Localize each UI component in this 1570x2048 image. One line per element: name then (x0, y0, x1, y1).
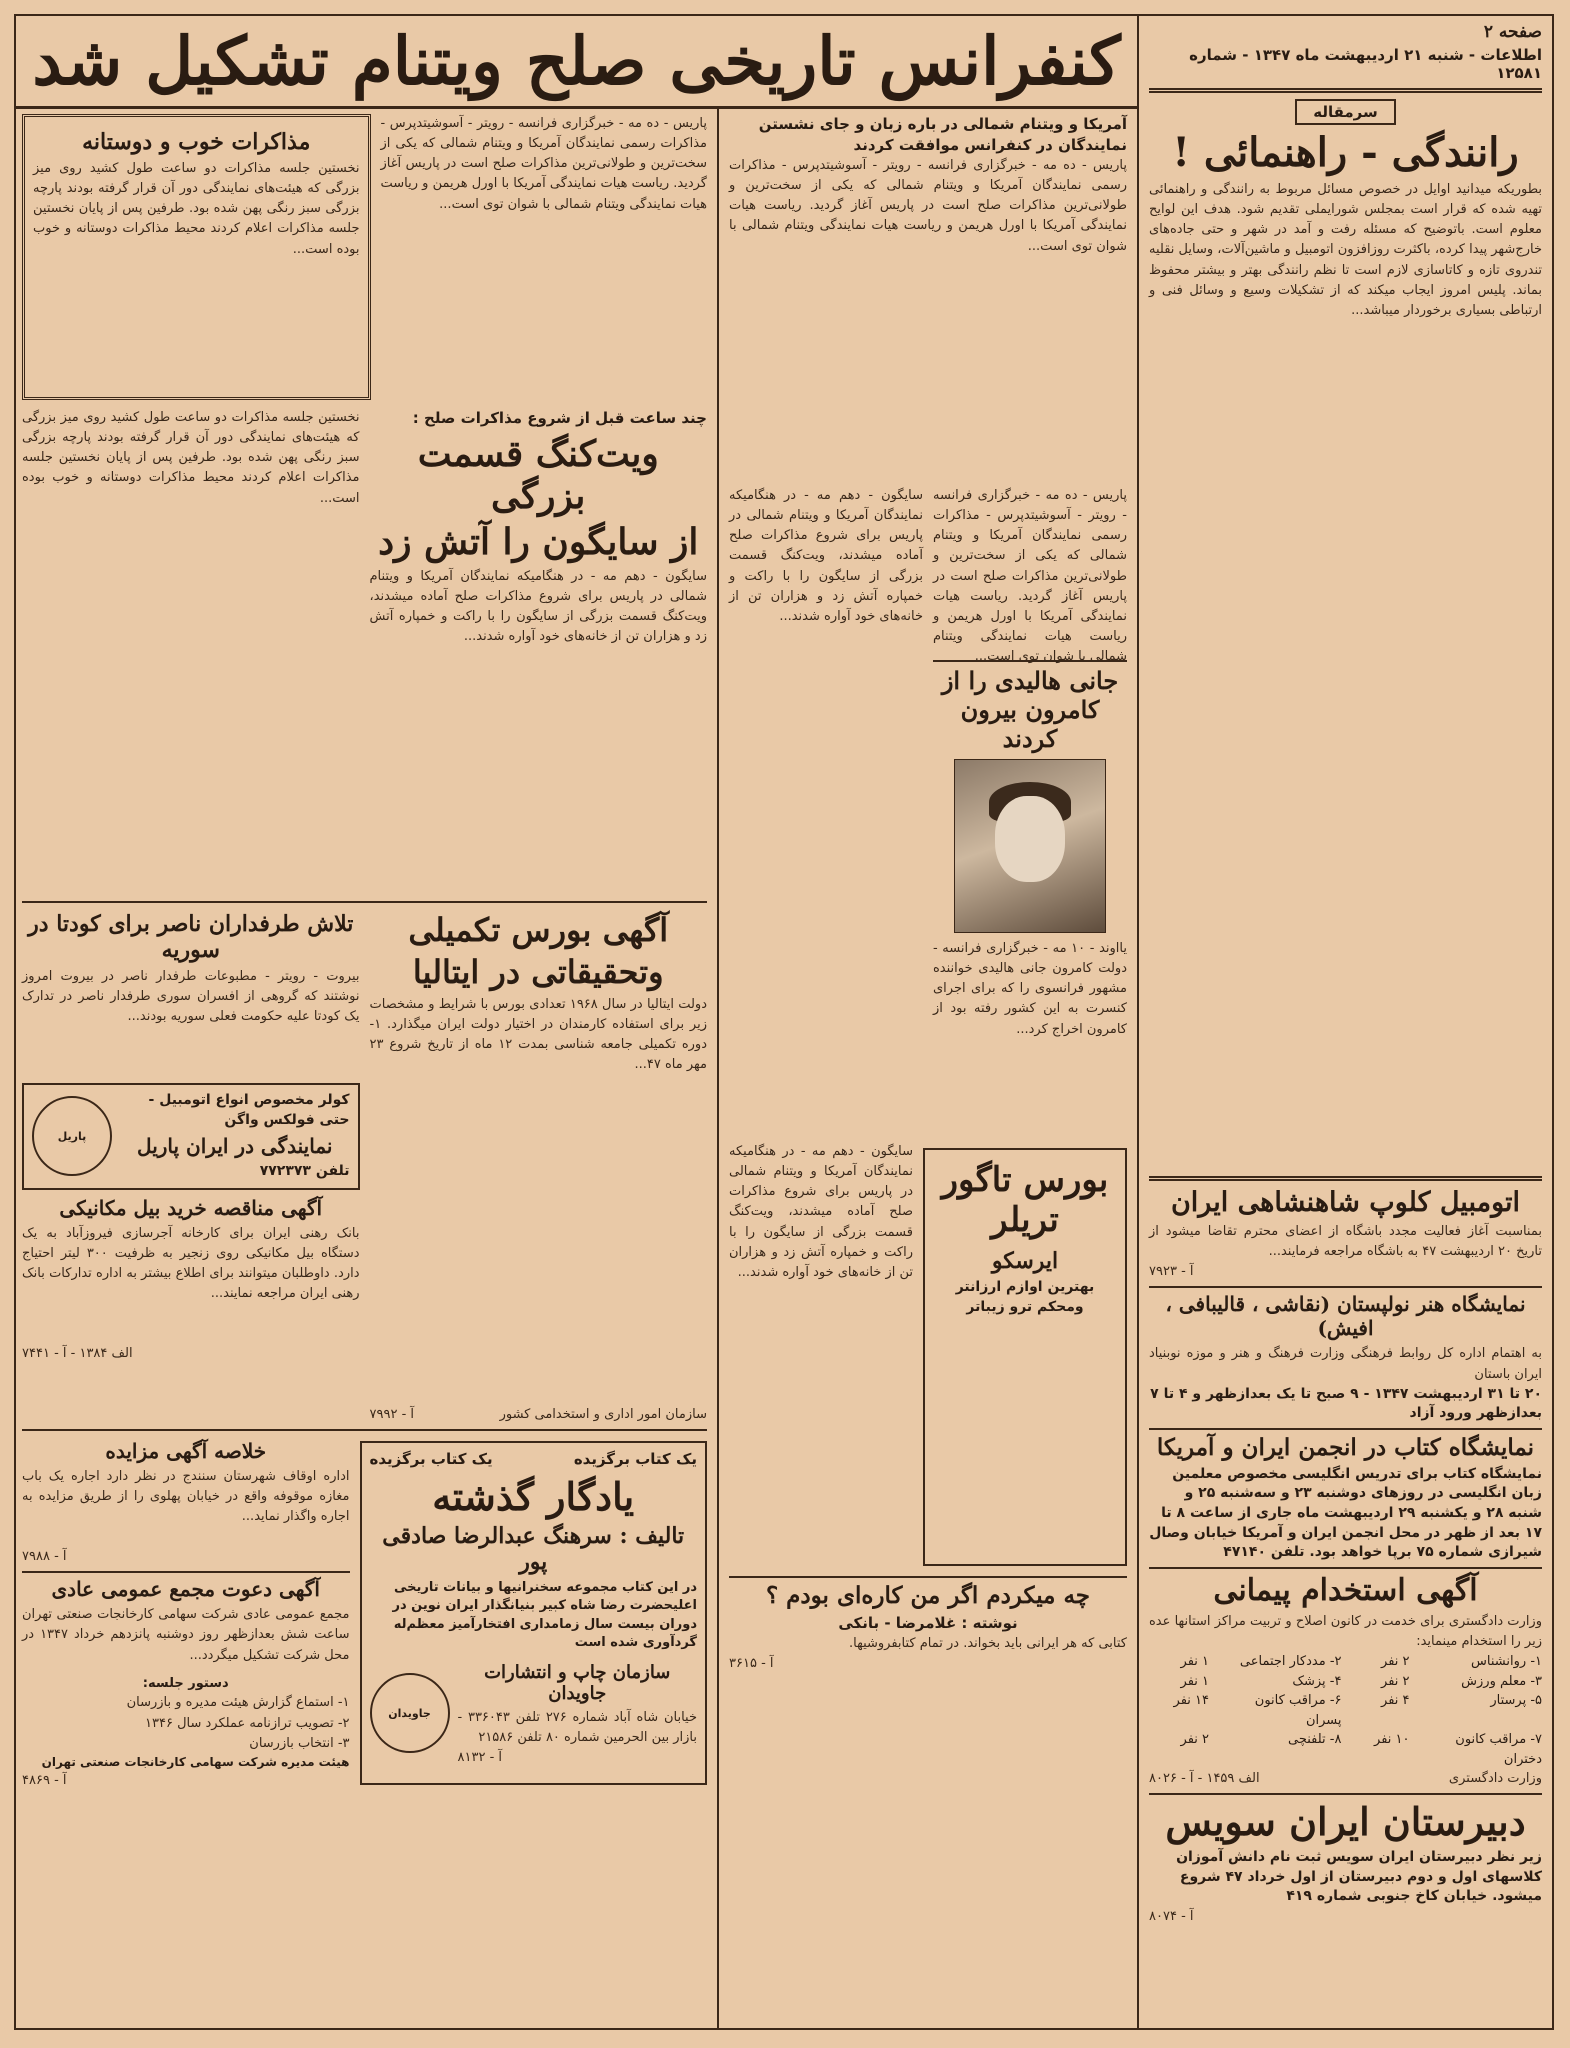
cameron-headline: جانی هالیدی را از کامرون بیرون کردند (941, 666, 1119, 753)
job-title: ۱- روانشناس (1471, 1654, 1542, 1670)
column-q-headline: چه میکردم اگر من کاره‌ای بودم ؟ (765, 1582, 1091, 1609)
assembly-body: مجمع عمومی عادی شرکت سهامی کارخانجات صنعتی تهران ساعت شش بعدازظهر روز دوشنبه پانزدهم خرداد ۱۳۴۷ در محل شرکت تشکیل میگردد... (22, 1607, 350, 1663)
hernolepstan-body: به اهتمام اداره کل روابط فرهنگی وزارت فرهنگ و هنر و موزه نوبنیاد ایران باستان (1149, 1346, 1542, 1382)
vietnam-extra-body: پاریس - ده مه - خبرگزاری فرانسه - رویتر - آسوشیتدپرس - مذاکرات رسمی نمایندگان آمریکا و ویتنام شمالی که یکی از سخت‌ترین و طولانی‌ترین مذاکرات صلح است در پاریس آغاز گردید. ریاست هیات نمایندگی آمریکا با اورل هریمن و ریاست هیات نمایندگی ویتنام شمالی با شوان توی است... (380, 116, 707, 212)
auction-code: آ - ۷۹۸۸ (22, 1549, 67, 1565)
cooler-line1: کولر مخصوص انواع اتومبیل - حتی فولکس واگن (148, 1092, 350, 1128)
vietnam-side-text (729, 486, 923, 1136)
job-title: ۵- پرستار (1490, 1693, 1542, 1709)
job-count: ۲ نفر (1381, 1654, 1410, 1670)
tagore-sub: ایرسکو (991, 1248, 1059, 1274)
column-q-sub: نوشته : غلامرضا - بانکی (838, 1614, 1018, 1632)
book-body: در این کتاب مجموعه سخنرانیها و بیانات تاریخی اعلیحضرت رضا شاه کبیر بنیانگذار ایران نوین در دوران بیست سال زمامداری افتخارآمیز معظم‌له گردآوری شده است (392, 1580, 697, 1650)
job-count: ۱۴ نفر (1173, 1693, 1209, 1709)
talks-title: مذاکرات خوب و دوستانه (82, 129, 311, 155)
assembly-agenda-item: ۲- تصویب ترازنامه عملکرد سال ۱۳۴۶ (145, 1715, 350, 1731)
page-label: صفحه ۲ (1483, 22, 1542, 42)
tagore-ad (923, 1148, 1127, 1566)
tender-code: الف ۱۳۸۴ - آ - ۷۴۴۱ (22, 1345, 133, 1361)
saigon-kicker: چند ساعت قبل از شروع مذاکرات صلح : (412, 409, 707, 427)
column-q-body: کتابی که هر ایرانی باید بخواند. در تمام کتابفروشیها. (848, 1636, 1127, 1651)
left-bottom-right (22, 1435, 350, 1791)
banner-headline: کنفرانس تاریخی صلح ویتنام تشکیل شد (32, 21, 1121, 100)
saigon-continued (729, 1142, 913, 1572)
assembly-title: آگهی دعوت مجمع عمومی عادی (51, 1577, 320, 1602)
car-club-ad (1149, 1187, 1542, 1282)
assembly-agenda-item: ۳- انتخاب بازرسان (249, 1735, 350, 1751)
book-ad (360, 1441, 708, 1785)
saigon-continued-body: سایگون - دهم مه - در هنگامیکه نمایندگان آمریکا و ویتنام شمالی در پاریس برای شروع مذاکرات صلح آماده میشدند، ویت‌کنگ قسمت بزرگی از سایگون را با راکت و خمپاره آتش زد و هزاران تن از خانه‌های خود آواره شدند... (729, 1144, 913, 1280)
cooler-line3: تلفن ۷۷۲۳۷۳ (259, 1163, 350, 1180)
page-header (1149, 22, 1542, 42)
editorial-tag: سرمقاله (1295, 99, 1396, 125)
talks-continued-body: نخستین جلسه مذاکرات دو ساعت طول کشید روی میز بزرگی که هیئت‌های نمایندگی دور آن قرار گرفته بودند پارچه بزرگی سبز رنگی پهن شده بود. طرفین پس از پایان نخستین جلسه مذاکرات اعلام کردند محیط مذاکرات دوستانه و خوب بوده است... (22, 410, 360, 506)
employment-intro: وزارت دادگستری برای خدمت در کانون اصلاح و تربیت مراکز استانها عده زیر را استخدام مینماید: (1149, 1613, 1542, 1649)
car-club-body: بمناسبت آغاز فعالیت مجدد باشگاه از اعضای محترم تقاضا میشود از تاریخ ۲۰ اردیبهشت ۴۷ به باشگاه مراجعه فرمایند... (1149, 1224, 1542, 1260)
vietnam-body: پاریس - ده مه - خبرگزاری فرانسه - رویتر - آسوشیتدپرس - مذاکرات رسمی نمایندگان آمریکا و ویتنام شمالی که یکی از سخت‌ترین و طولانی‌ترین مذاکرات صلح است در پاریس آغاز گردید. ریاست هیات نمایندگی آمریکا با اورل هریمن و ریاست هیات نمایندگی ویتنام شمالی با شوان توی است... (729, 158, 1127, 254)
tender-body: بانک رهنی ایران برای کارخانه آجرسازی فیروزآباد به یک دستگاه بیل مکانیکی روی زنجیر به ظرفیت ۳۰۰ لیتر احتیاج دارد. داوطلبان میتوانند برای اطلاع بیشتر به اداره تدارکات بانک رهنی ایران مراجعه نمایند... (22, 1225, 360, 1302)
left-bottom-split (22, 1435, 707, 1791)
middle-lower-split (729, 1142, 1127, 1572)
vietnam-side-body: سایگون - دهم مه - در هنگامیکه نمایندگان آمریکا و ویتنام شمالی در پاریس برای شروع مذاکرات صلح آماده میشدند، ویت‌کنگ قسمت بزرگی از سایگون را با راکت و خمپاره آتش زد و هزاران تن از خانه‌های خود آواره شدند... (729, 488, 923, 624)
hernolepstan-ad (1149, 1292, 1542, 1423)
tagore-brand: بورس تاگور تریلر (941, 1160, 1109, 1240)
middle-split (729, 486, 1127, 1136)
job-count: ۱۰ نفر (1374, 1732, 1410, 1748)
editorial-headline: رانندگی - راهنمائی ! (1172, 129, 1519, 176)
javidan-logo: جاویدان (370, 1673, 450, 1753)
nasser-body: بیروت - رویتر - مطبوعات طرفدار ناصر در بیروت امروز نوشتند که گروهی از افسران سوری طرفدار ناصر در تدارک یک کودتا علیه حکومت فعلی سوریه بودند... (22, 969, 360, 1025)
assembly-agenda-title: دستور جلسه: (142, 1676, 229, 1692)
middle-column (717, 108, 1137, 2028)
iran-swiss-body: زیر نظر دبیرستان ایران سویس ثبت نام دانش آموزان کلاسهای اول و دوم دبیرستان از اول خرداد ۴۷ شروع میشود. خیابان کاخ جنوبی شماره ۴۱۹ (1176, 1849, 1542, 1905)
hernolepstan-dates: ۲۰ تا ۳۱ اردیبهشت ۱۳۴۷ - ۹ صبح تا یک بعدازظهر و ۴ تا ۷ بعدازظهر ورود آزاد (1150, 1385, 1542, 1422)
left-lower-right (22, 907, 360, 1425)
left-lower-split (22, 907, 707, 1425)
job-count: ۴ نفر (1381, 1693, 1410, 1709)
vietnam-main-story (729, 114, 1127, 486)
nasser-headline: تلاش طرفداران ناصر برای کودتا در سوریه (28, 911, 354, 963)
dateline: اطلاعات - شنبه ۲۱ اردیبهشت ماه ۱۳۴۷ - شماره ۱۲۵۸۱ (1189, 46, 1542, 82)
left-top-right (381, 114, 708, 400)
car-club-headline: اتومبیل کلوپ شاهنشاهی ایران (1170, 1187, 1521, 1218)
cameron-story (933, 486, 1127, 1136)
column-q-ad (729, 1582, 1127, 1674)
hernolepstan-headline: نمایشگاه هنر نولپستان (نقاشی ، قالیبافی ، افیش) (1165, 1292, 1526, 1341)
job-count: ۱ نفر (1180, 1654, 1209, 1670)
assembly-code: آ - ۴۸۶۹ (22, 1772, 67, 1788)
book-fair-ad (1149, 1434, 1542, 1563)
car-club-code: آ - ۷۹۲۳ (1149, 1264, 1194, 1280)
vietnam-kicker: آمریکا و ویتنام شمالی در باره زبان و جای نشستن نمایندگان در کنفرانس موافقت کردند (758, 115, 1127, 154)
scholarship-signature: سازمان امور اداری و استخدامی کشور (499, 1407, 707, 1422)
vietnam-continued: پاریس - ده مه - خبرگزاری فرانسه - رویتر - آسوشیتدپرس - مذاکرات رسمی نمایندگان آمریکا و ویتنام شمالی که یکی از سخت‌ترین و طولانی‌ترین مذاکرات صلح است در پاریس آغاز گردید. ریاست هیات نمایندگی آمریکا با اورل هریمن و ریاست هیات نمایندگی ویتنام شمالی با شوان توی است... (933, 488, 1127, 665)
employment-code: الف ۱۴۵۹ - آ - ۸۰۲۶ (1149, 1771, 1260, 1787)
book-author: تالیف : سرهنگ عبدالرضا صادقی پور (382, 1523, 685, 1576)
book-publisher: سازمان چاپ و انتشارات جاویدان (484, 1661, 671, 1704)
scholarship-code: آ - ۷۹۹۲ (369, 1407, 415, 1422)
job-title: ۷- مراقب کانون دختران (1455, 1732, 1542, 1767)
job-title: ۳- معلم ورزش (1461, 1673, 1542, 1689)
saigon-story (370, 408, 708, 897)
scholarship-body: دولت ایتالیا در سال ۱۹۶۸ تعدادی بورس با شرایط و مشخصات زیر برای استفاده کارمندان در اختیار دولت ایران میگذارد. ۱- دوره تکمیلی جامعه شناسی بمدت ۱۲ ماه از تاریخ شروع ۲۳ مهر ماه ۴۷... (369, 997, 707, 1073)
editorial-section (1149, 99, 1542, 1170)
saigon-headline-1: ویت‌کنگ قسمت بزرگی (417, 433, 659, 517)
paril-logo: پاریل (32, 1096, 112, 1176)
book-top-right: یک کتاب برگزیده (573, 1450, 697, 1469)
iran-swiss-code: آ - ۸۰۷۴ (1149, 1909, 1194, 1925)
banner-area (16, 16, 1137, 109)
talks-continued (22, 408, 360, 897)
scholarship-ad (370, 907, 708, 1425)
job-title: ۸- تلفنچی (1288, 1732, 1342, 1748)
saigon-headline-2: از سایگون را آتش زد (378, 521, 699, 563)
assembly-agenda-item: ۱- استماع گزارش هیئت مدیره و بازرسان (126, 1695, 350, 1711)
employment-table (1149, 1652, 1542, 1769)
cooler-ad (22, 1083, 360, 1190)
employment-ad (1149, 1573, 1542, 1789)
talks-body: نخستین جلسه مذاکرات دو ساعت طول کشید روی میز بزرگی که هیئت‌های نمایندگی دور آن قرار گرفته بودند پارچه بزرگی سبز رنگی پهن شده بود. طرفین پس از پایان نخستین جلسه مذاکرات اعلام کردند محیط مذاکرات دوستانه و خوب بوده است... (33, 161, 360, 257)
book-fair-body: نمایشگاه کتاب برای تدریس انگلیسی مخصوص معلمین زبان انگلیسی در روزهای دوشنبه ۲۳ و سه‌شنبه ۲۵ و شنبه ۲۸ و یکشنبه ۲۹ اردیبهشت ماه جاری از ساعت ۸ تا ۱۷ بعد از ظهر در محل انجمن ایران و آمریکا خیابان وصال شیرازی شماره ۷۵ برپا خواهد بود. تلفن ۴۷۱۴۰ (1149, 1465, 1542, 1561)
book-title: یادگار گذشته (432, 1474, 635, 1520)
iran-swiss-headline: دبیرستان ایران سویس (1165, 1799, 1526, 1845)
book-top-left: یک کتاب برگزیده (369, 1450, 493, 1469)
iran-swiss-ad (1149, 1799, 1542, 1927)
job-title: ۲- مددکار اجتماعی (1239, 1654, 1342, 1670)
saigon-body: سایگون - دهم مه - در هنگامیکه نمایندگان آمریکا و ویتنام شمالی در پاریس برای شروع مذاکرات صلح آماده میشدند، ویت‌کنگ قسمت بزرگی از سایگون را با راکت و خمپاره آتش زد و هزاران تن از خانه‌های خود آواره شدند... (369, 569, 707, 645)
left-saigon-split (22, 408, 707, 897)
tagore-text: بهترین اوازم ارزانتر ومحکم ترو زیباتر (955, 1279, 1095, 1315)
book-fair-headline: نمایشگاه کتاب در انجمن ایران و آمریکا (1156, 1433, 1535, 1461)
job-count: ۱ نفر (1180, 1673, 1209, 1689)
employment-footer: وزارت دادگستری (1448, 1771, 1542, 1787)
scholarship-headline-1: آگهی بورس تکمیلی (408, 911, 669, 949)
job-count: ۲ نفر (1381, 1673, 1410, 1689)
auction-title: خلاصه آگهی مزایده (105, 1439, 267, 1464)
talks-box (22, 114, 371, 400)
scholarship-headline-2: وتحقیقاتی در ایتالیا (412, 953, 664, 991)
auction-body: اداره اوقاف شهرستان سنندج در نظر دارد اجاره یک باب مغازه موقوفه واقع در خیابان پهلوی را از طریق مزایده به اجاره واگذار نماید... (22, 1469, 350, 1525)
right-column (1137, 16, 1552, 2028)
column-q-code: آ - ۳۶۱۵ (729, 1656, 774, 1672)
cooler-line2: نمایندگی در ایران پاریل (137, 1134, 333, 1159)
cameron-photo (954, 759, 1106, 933)
assembly-signature: هیئت مدیره شرکت سهامی کارخانجات صنعتی تهران (41, 1754, 350, 1769)
book-address: خیابان شاه آباد شماره ۲۷۶ تلفن ۳۳۶۰۴۳ - بازار بین الحرمین شماره ۸۰ تلفن ۲۱۵۸۶ (457, 1709, 697, 1746)
book-code: آ - ۸۱۳۲ (457, 1750, 503, 1766)
job-title: ۴- پزشک (1292, 1673, 1342, 1689)
job-count: ۲ نفر (1180, 1732, 1209, 1748)
tender-title: آگهی مناقصه خرید بیل مکانیکی (59, 1195, 323, 1220)
newspaper-page (14, 14, 1554, 2030)
left-column (12, 108, 717, 2028)
employment-headline: آگهی استخدام پیمانی (1213, 1572, 1478, 1608)
left-top-split (22, 114, 707, 400)
cameron-body: یااوند - ۱۰ مه - خبرگزاری فرانسه - دولت کامرون جانی هالیدی خواننده مشهور فرانسوی را که برای اجرای کنسرت به این کشور رفته بود از کامرون اخراج کرد... (933, 941, 1127, 1037)
editorial-body: بطوریکه میدانید اوایل در خصوص مسائل مربوط به رانندگی و راهنمائی تهیه شده که قرار است بمجلس شورایملی تقدیم شود. هدف این لوایح معلوم است. باتوضیح که مسئله رفت و آمد در شهر و حتی جاده‌های خارج‌شهر پیدا کرده، باکثرت روزافزون اتومبیل و ماشین‌آلات، وسایل نقلیه تندروی تازه و کاتاسازی لازم است تا نظم رانندگی بهتر و بیشتر محفوظ بماند. پلیس امروز ایجاب میکند که از تشکیلات وسیع و وسائل فنی و ارتباطی بسیاری برخوردار میباشد... (1149, 182, 1542, 318)
job-title: ۶- مراقب کانون پسران (1254, 1693, 1342, 1728)
